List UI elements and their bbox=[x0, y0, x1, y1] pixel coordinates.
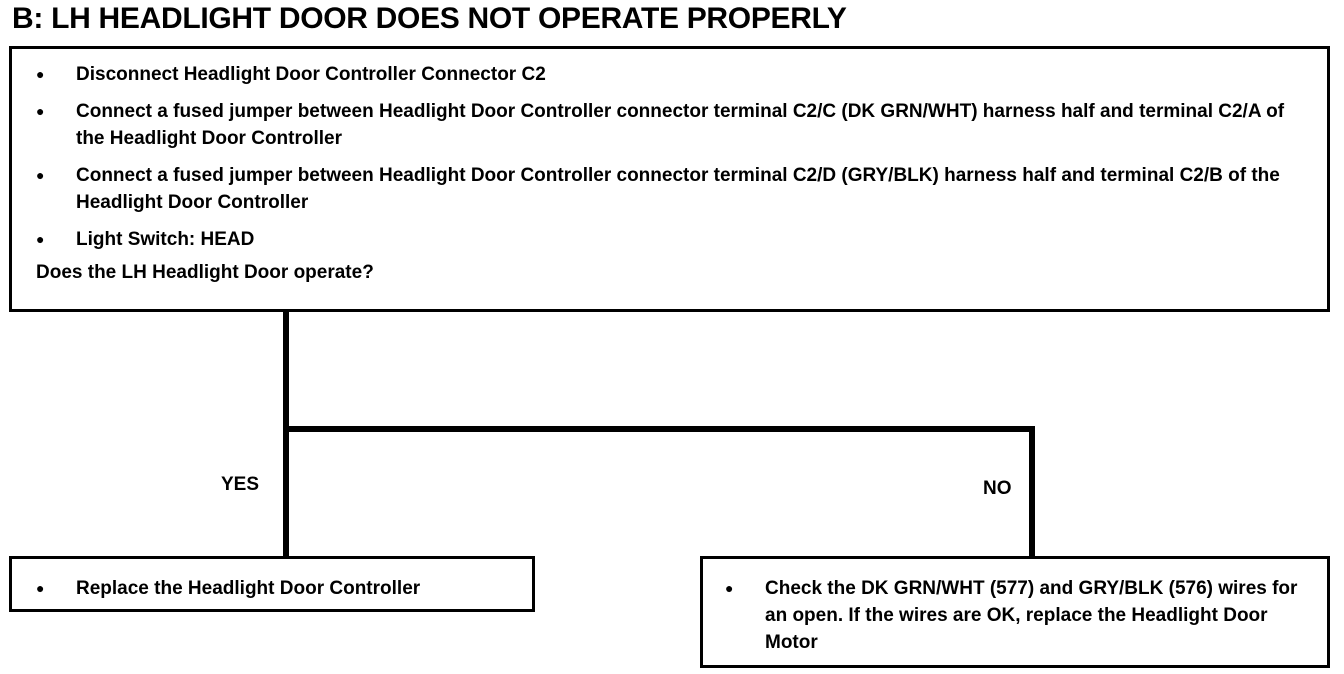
no-action-text: Check the DK GRN/WHT (577) and GRY/BLK (576) wires for an open. If the wires are OK, replace the Headlight Door Motor bbox=[765, 578, 1298, 653]
test-step-item bbox=[36, 226, 1307, 253]
no-action-item bbox=[725, 575, 1307, 656]
bullet-dot-icon: ● bbox=[725, 580, 734, 596]
bullet-dot-icon: ● bbox=[36, 167, 45, 183]
no-branch-label: NO bbox=[983, 478, 1012, 499]
test-step-box bbox=[9, 46, 1330, 312]
test-step-item bbox=[36, 98, 1307, 152]
test-question: Does the LH Headlight Door operate? bbox=[36, 262, 374, 283]
test-step-item bbox=[36, 162, 1307, 216]
trunk-line bbox=[283, 311, 289, 558]
yes-result-box bbox=[9, 556, 535, 612]
test-step-item bbox=[36, 61, 1307, 88]
branch-horizontal-line bbox=[283, 426, 1035, 432]
yes-action-item bbox=[36, 575, 512, 602]
test-step-list bbox=[36, 61, 1307, 253]
bullet-dot-icon: ● bbox=[36, 103, 45, 119]
bullet-dot-icon: ● bbox=[36, 66, 45, 82]
no-result-box bbox=[700, 556, 1330, 668]
bullet-dot-icon: ● bbox=[36, 231, 45, 247]
yes-branch-label: YES bbox=[221, 474, 260, 495]
page-title: B: LH HEADLIGHT DOOR DOES NOT OPERATE PROPERLY bbox=[12, 2, 847, 35]
yes-action-text: Replace the Headlight Door Controller bbox=[76, 578, 421, 599]
test-step-text: Disconnect Headlight Door Controller Connector C2 bbox=[76, 64, 546, 85]
test-step-text: Connect a fused jumper between Headlight Door Controller connector terminal C2/C (DK GRN/WHT) harness half and terminal C2/A of the Headlight Door Controller bbox=[76, 101, 1285, 149]
no-branch-line bbox=[1029, 426, 1035, 558]
test-step-text: Connect a fused jumper between Headlight Door Controller connector terminal C2/D (GRY/BLK) harness half and terminal C2/B of the Headlight Door Controller bbox=[76, 165, 1280, 213]
bullet-dot-icon: ● bbox=[36, 580, 45, 596]
test-step-text: Light Switch: HEAD bbox=[76, 229, 255, 250]
